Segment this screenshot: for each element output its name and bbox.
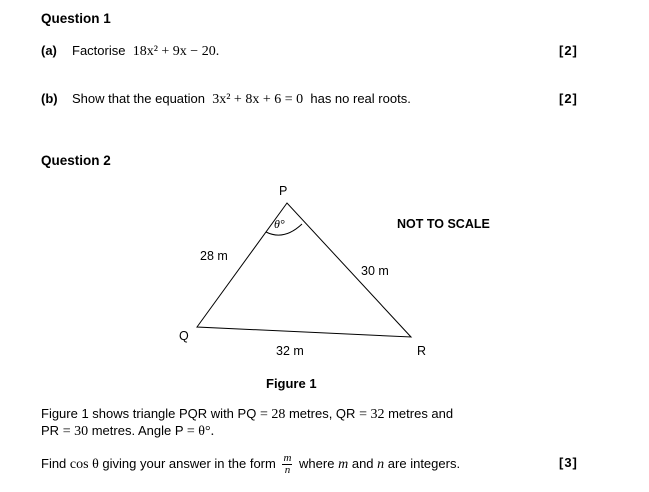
- q2-var-n: n: [377, 456, 385, 472]
- q2-find-line: [41, 453, 460, 476]
- vertex-q-label: Q: [179, 329, 189, 343]
- not-to-scale-note: NOT TO SCALE: [397, 217, 490, 231]
- q1b-text-before: Show that the equation: [72, 91, 205, 106]
- figure-caption: Figure 1: [266, 376, 317, 391]
- q2-value-angle: = θ°.: [186, 424, 215, 439]
- q2-text: giving your answer in the form: [102, 455, 276, 471]
- fraction-m-over-n: [282, 453, 292, 476]
- q2-text: metres. Angle P: [91, 423, 184, 438]
- q2-text: Find: [41, 455, 67, 471]
- fraction-denominator: n: [284, 464, 291, 476]
- q1a-expression: 18x² + 9x − 20.: [132, 44, 220, 59]
- q2-text: Figure 1 shows triangle PQR with PQ: [41, 406, 257, 421]
- q1a-instruction: Factorise: [72, 43, 126, 58]
- q1b-marks: [2]: [559, 91, 578, 106]
- q1b-expression: 3x² + 8x + 6 = 0: [212, 92, 304, 107]
- q2-paragraph-line1: [41, 406, 453, 423]
- side-pr-label: 30 m: [361, 264, 389, 278]
- q1a-label: (a): [41, 43, 57, 58]
- vertex-r-label: R: [417, 344, 427, 358]
- q2-text: where: [299, 455, 335, 471]
- fraction-numerator: m: [283, 452, 292, 464]
- side-pq-label: 28 m: [200, 249, 228, 263]
- q2-value-qr: = 32: [359, 407, 385, 422]
- q2-text: PR: [41, 423, 60, 438]
- q2-paragraph-line2: [41, 423, 214, 440]
- q2-text: are integers.: [387, 455, 461, 471]
- question-1-heading: Question 1: [41, 11, 111, 26]
- q2-value-pr: = 30: [62, 424, 89, 439]
- q2-marks: [3]: [559, 455, 578, 470]
- q1a-marks: [2]: [559, 43, 578, 58]
- question-2-heading: Question 2: [41, 153, 111, 168]
- q2-cos-theta: cos θ: [69, 456, 99, 472]
- q2-text: and: [351, 455, 374, 471]
- q2-value-pq: = 28: [259, 407, 286, 422]
- q2-text: metres and: [388, 406, 454, 421]
- q1b-label: (b): [41, 91, 58, 106]
- q2-var-m: m: [338, 456, 349, 472]
- q2-text: metres, QR: [288, 406, 356, 421]
- q1b-text-after: has no real roots.: [310, 91, 411, 106]
- side-qr-label: 32 m: [276, 344, 304, 358]
- vertex-p-label: P: [279, 184, 288, 198]
- angle-theta-label: θ°: [274, 217, 285, 231]
